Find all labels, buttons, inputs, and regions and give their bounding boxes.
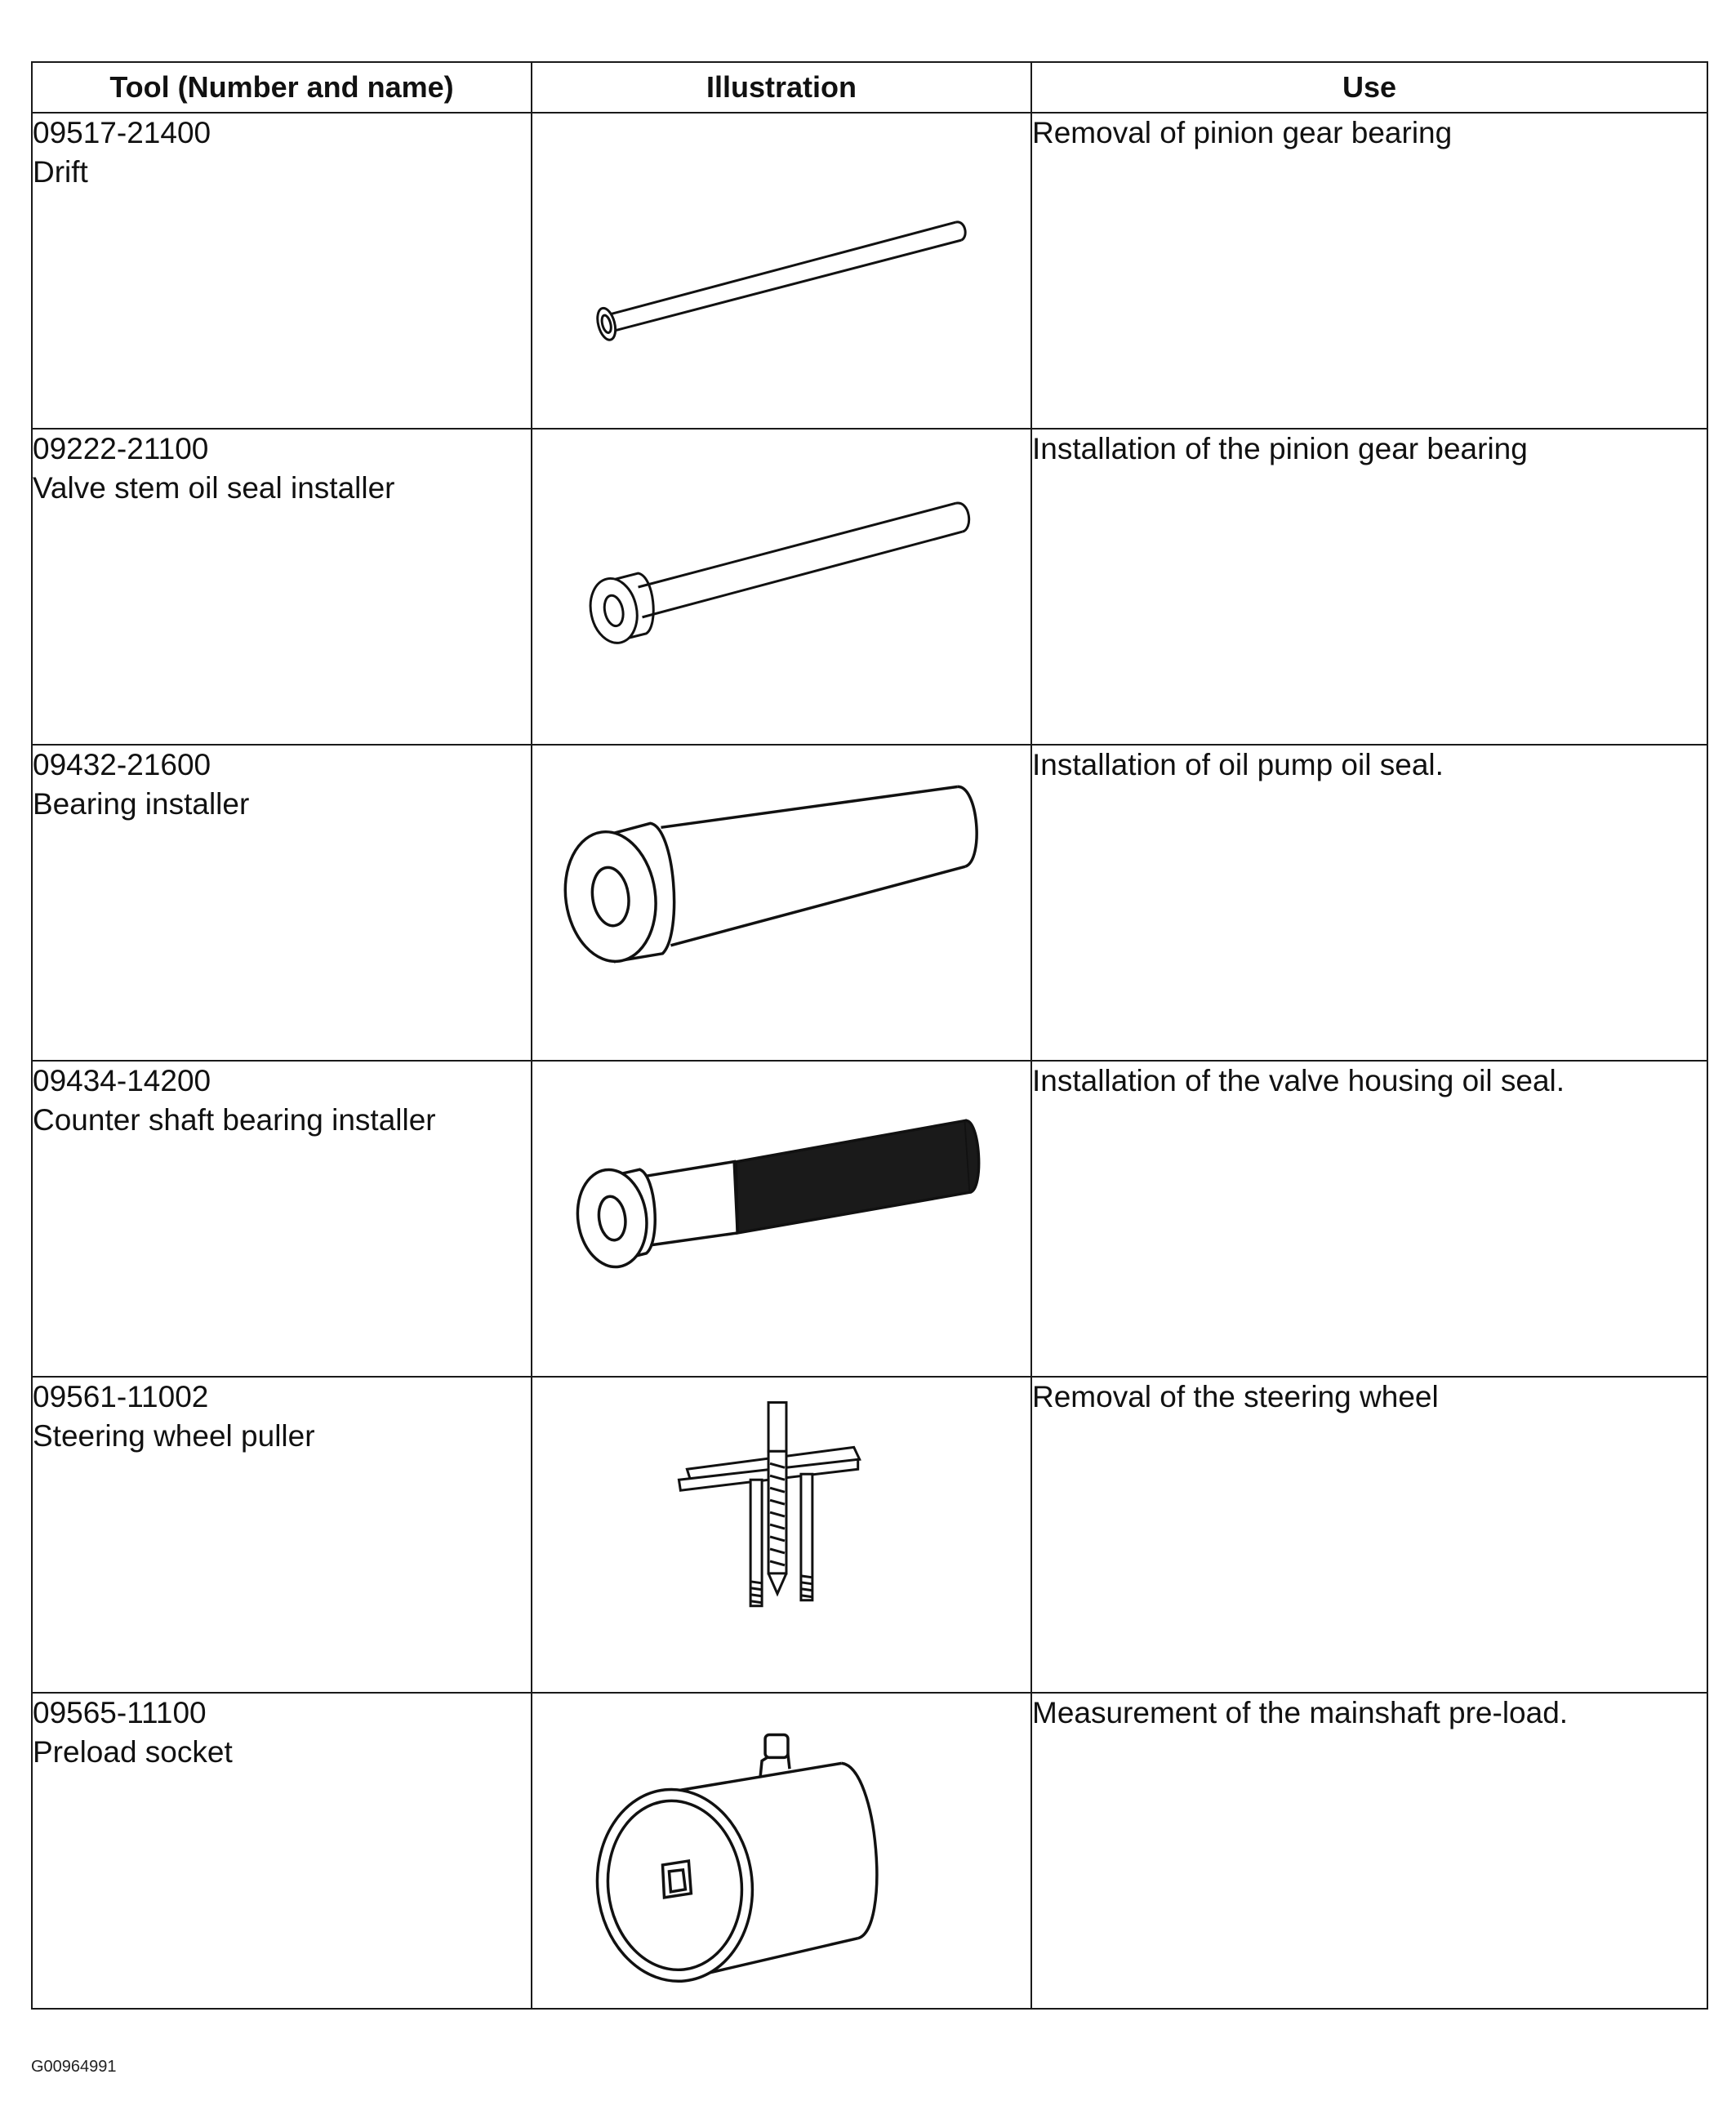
header-tool: Tool (Number and name)	[32, 62, 532, 113]
illustration-cell	[532, 1377, 1031, 1693]
table-row	[32, 745, 1707, 1061]
tool-name: Bearing installer	[33, 787, 250, 821]
table-row	[32, 113, 1707, 429]
use-text: Installation of the pinion gear bearing	[1032, 432, 1528, 465]
tool-cell	[32, 745, 532, 1061]
valve-stem-oil-seal-installer-icon	[532, 430, 1030, 744]
tool-name: Steering wheel puller	[33, 1419, 315, 1453]
tool-name: Preload socket	[33, 1735, 233, 1769]
header-row	[32, 62, 1707, 113]
tool-cell	[32, 1377, 532, 1693]
tool-cell	[32, 429, 532, 745]
use-cell	[1031, 429, 1707, 745]
illustration-cell	[532, 1693, 1031, 2009]
table-row	[32, 1061, 1707, 1377]
use-text: Measurement of the mainshaft pre-load.	[1032, 1696, 1569, 1729]
tool-name: Valve stem oil seal installer	[33, 471, 395, 505]
use-cell	[1031, 113, 1707, 429]
preload-socket-icon	[532, 1694, 1030, 2008]
steering-wheel-puller-icon	[532, 1378, 1030, 1692]
bearing-installer-icon	[532, 746, 1030, 1060]
use-text: Installation of the valve housing oil seal.	[1032, 1064, 1565, 1097]
tool-cell	[32, 113, 532, 429]
tool-name: Counter shaft bearing installer	[33, 1103, 436, 1137]
use-text: Removal of the steering wheel	[1032, 1380, 1439, 1413]
counter-shaft-bearing-installer-icon	[532, 1062, 1030, 1376]
illustration-cell	[532, 113, 1031, 429]
tool-number: 09517-21400	[33, 116, 211, 149]
use-cell	[1031, 1693, 1707, 2009]
tool-name: Drift	[33, 155, 88, 189]
drift-tool-icon	[532, 114, 1030, 428]
illustration-cell	[532, 745, 1031, 1061]
tool-number: 09434-14200	[33, 1064, 211, 1097]
use-text: Removal of pinion gear bearing	[1032, 116, 1453, 149]
tool-number: 09565-11100	[33, 1696, 207, 1729]
use-cell	[1031, 1377, 1707, 1693]
tool-number: 09222-21100	[33, 432, 209, 465]
use-cell	[1031, 745, 1707, 1061]
figure-id: G00964991	[31, 2058, 117, 2076]
tool-number: 09561-11002	[33, 1380, 209, 1413]
special-tools-table	[31, 61, 1708, 2010]
table-row	[32, 429, 1707, 745]
header-use: Use	[1031, 62, 1707, 113]
header-illustration: Illustration	[532, 62, 1031, 113]
illustration-cell	[532, 429, 1031, 745]
use-cell	[1031, 1061, 1707, 1377]
tool-number: 09432-21600	[33, 748, 211, 781]
table-row	[32, 1377, 1707, 1693]
tool-cell	[32, 1061, 532, 1377]
table-row	[32, 1693, 1707, 2009]
tool-cell	[32, 1693, 532, 2009]
illustration-cell	[532, 1061, 1031, 1377]
use-text: Installation of oil pump oil seal.	[1032, 748, 1444, 781]
